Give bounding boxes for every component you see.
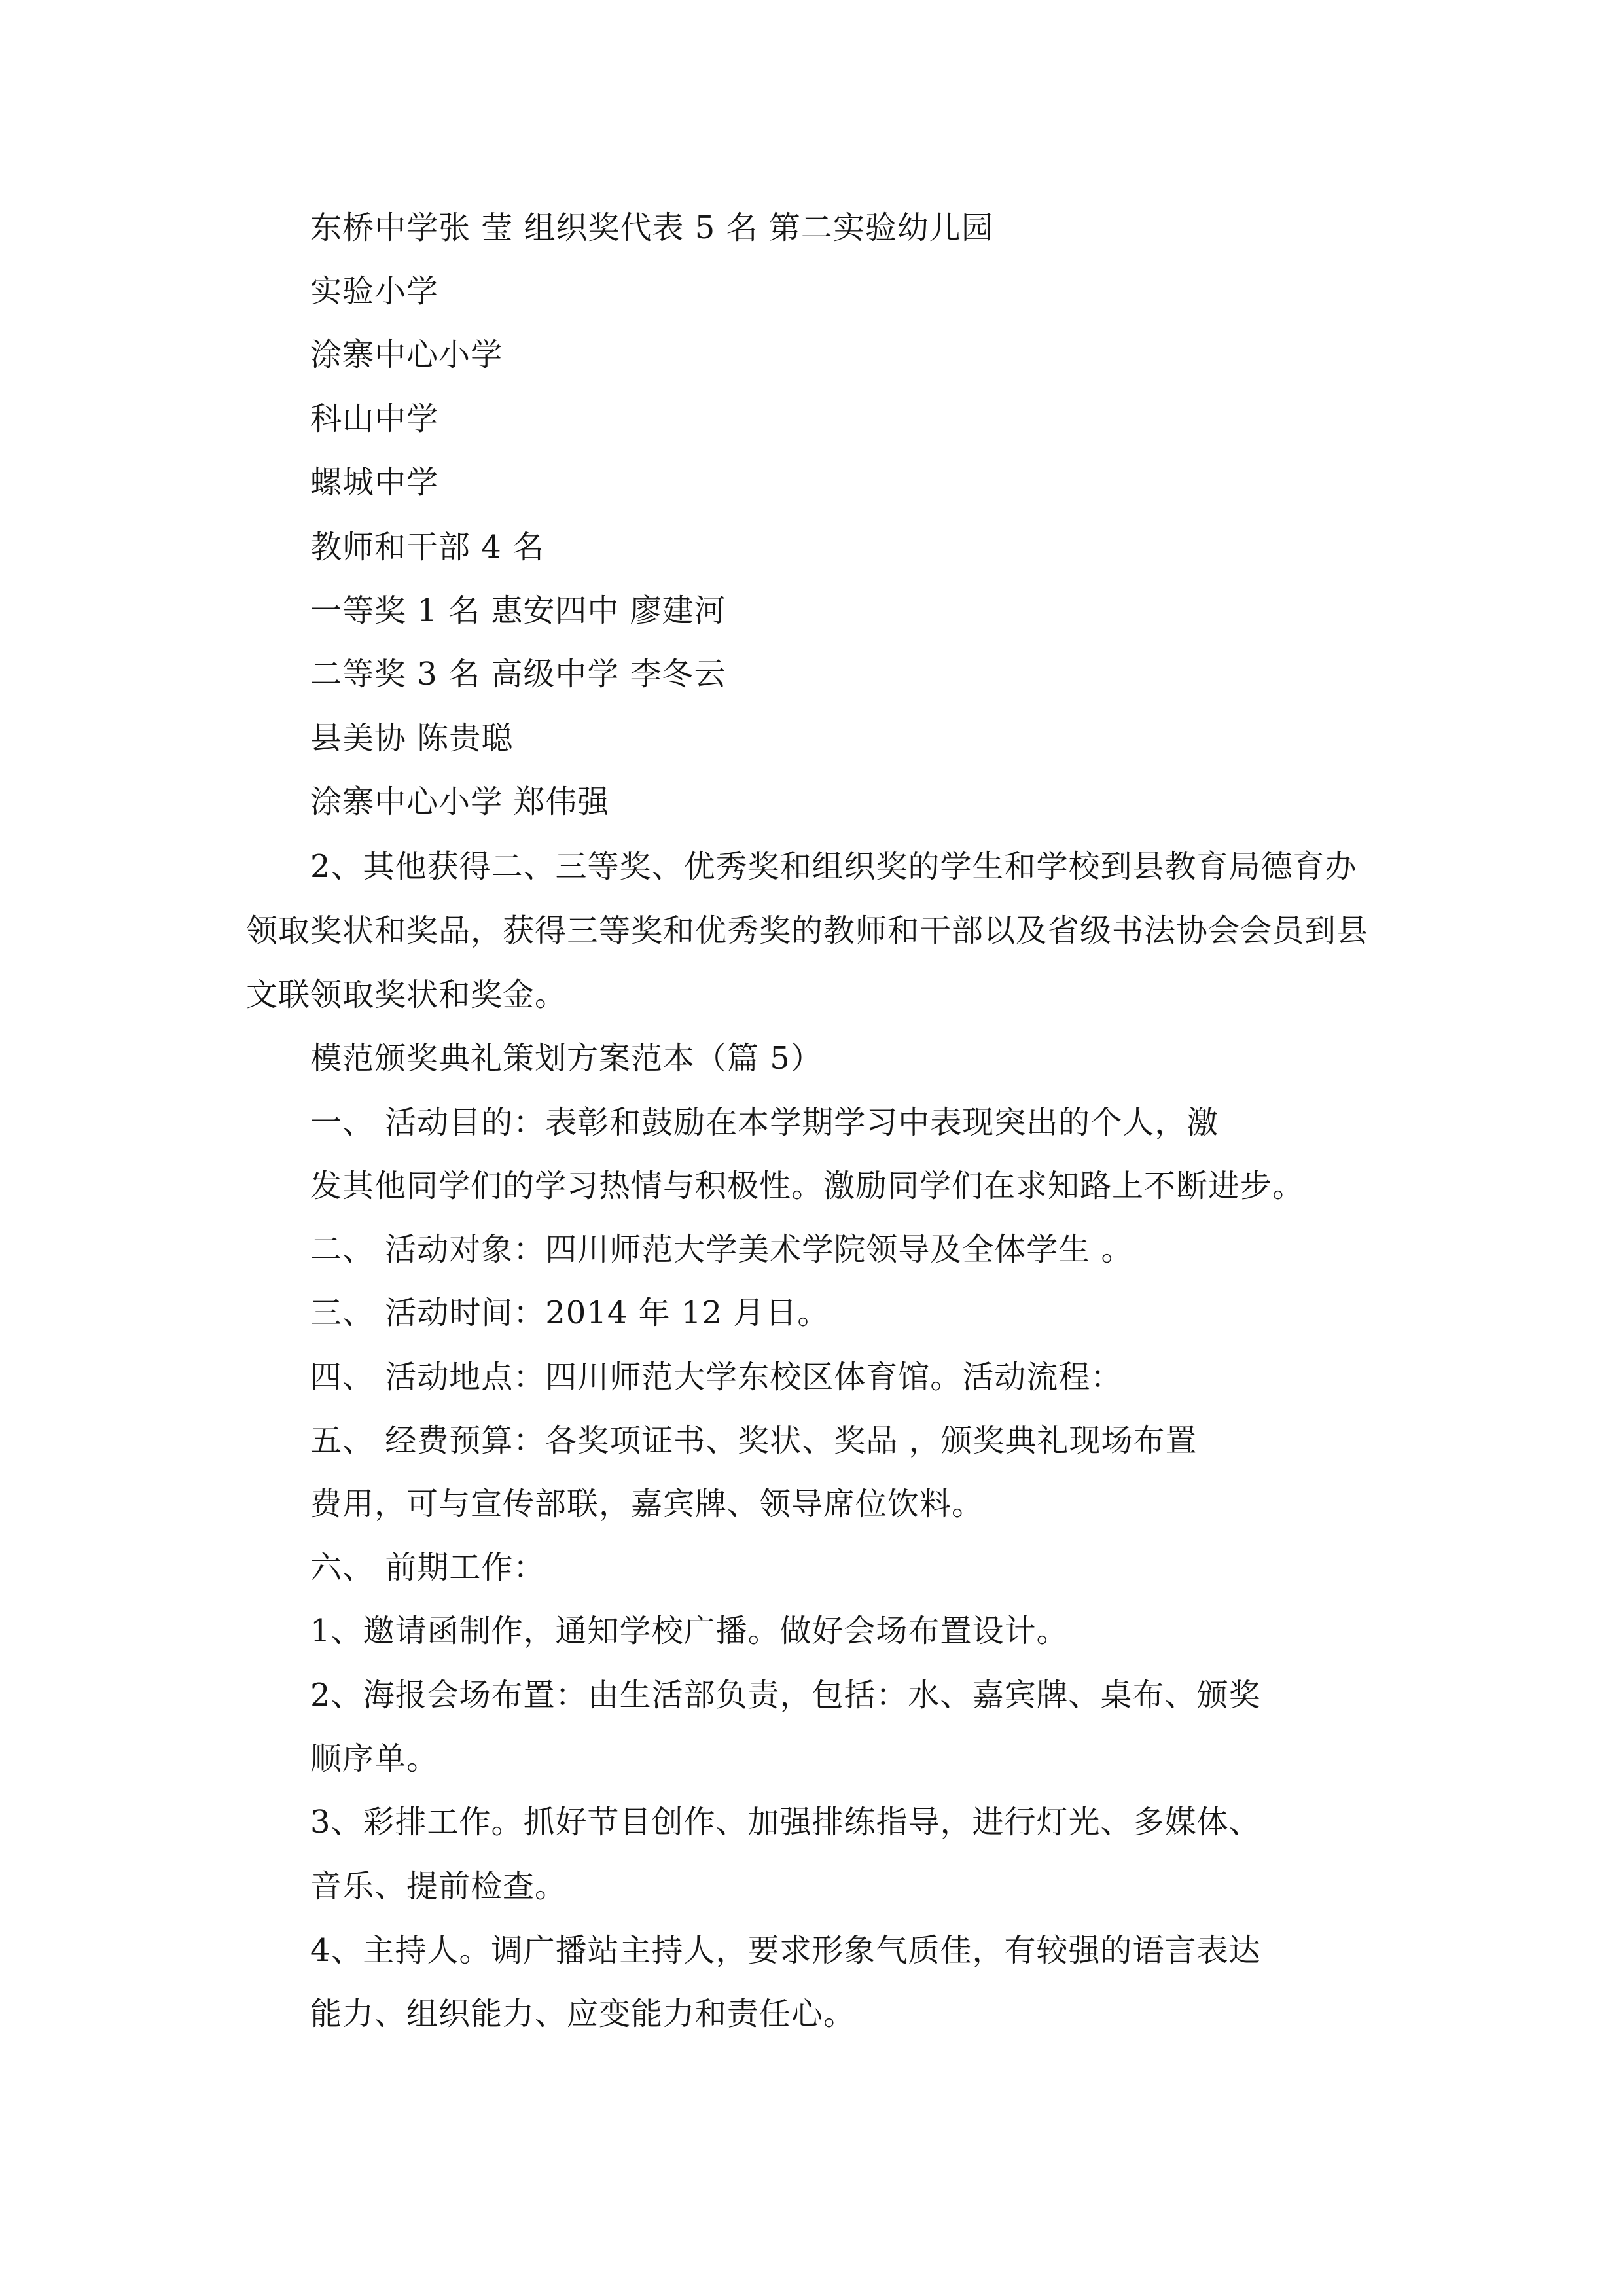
text-line: 科山中学 (310, 401, 439, 437)
text-line: 能力、组织能力、应变能力和责任心。 (310, 1996, 856, 2032)
section-heading: 模范颁奖典礼策划方案范本（篇 5） (310, 1040, 823, 1077)
text-line: 3、彩排工作。抓好节目创作、加强排练指导，进行灯光、多媒体、 (310, 1804, 1261, 1840)
text-line: 县美协 陈贵聪 (310, 720, 514, 757)
text-line: 4、主持人。调广播站主持人，要求形象气质佳，有较强的语言表达 (310, 1932, 1261, 1969)
text-line: 发其他同学们的学习热情与积极性。激励同学们在求知路上不断进步。 (310, 1168, 1305, 1204)
text-line: 教师和干部 4 名 (310, 529, 545, 565)
text-line: 四、 活动地点：四川师范大学东校区体育馆。活动流程： (310, 1359, 1123, 1395)
text-line: 二等奖 3 名 高级中学 李冬云 (310, 656, 726, 692)
text-line: 领取奖状和奖品，获得三等奖和优秀奖的教师和干部以及省级书法协会会员到县 (246, 912, 1369, 949)
text-line: 顺序单。 (310, 1740, 439, 1777)
text-line: 涂寨中心小学 (310, 336, 503, 373)
text-line: 2、海报会场布置：由生活部负责，包括：水、嘉宾牌、桌布、颁奖 (310, 1677, 1261, 1713)
text-line: 1、邀请函制作，通知学校广播。做好会场布置设计。 (310, 1613, 1069, 1649)
text-line: 一等奖 1 名 惠安四中 廖建河 (310, 592, 726, 629)
text-line: 2、其他获得二、三等奖、优秀奖和组织奖的学生和学校到县教育局德育办 (310, 848, 1357, 885)
text-line: 东桥中学张 莹 组织奖代表 5 名 第二实验幼儿园 (310, 209, 993, 246)
text-line: 一、 活动目的：表彰和鼓励在本学期学习中表现突出的个人，激 (310, 1104, 1219, 1141)
text-line: 涂寨中心小学 郑伟强 (310, 783, 610, 820)
text-line: 音乐、提前检查。 (310, 1868, 567, 1905)
text-line: 二、 活动对象：四川师范大学美术学院领导及全体学生 。 (310, 1231, 1133, 1268)
text-line: 六、 前期工作： (310, 1549, 546, 1586)
text-line: 实验小学 (310, 273, 439, 310)
text-line: 文联领取奖状和奖金。 (246, 977, 567, 1013)
text-line: 五、 经费预算：各奖项证书、奖状、奖品 ，颁奖典礼现场布置 (310, 1422, 1198, 1459)
text-line: 螺城中学 (310, 464, 439, 501)
text-line: 费用，可与宣传部联，嘉宾牌、领导席位饮料。 (310, 1486, 984, 1522)
text-line: 三、 活动时间：2014 年 12 月日。 (310, 1295, 830, 1331)
